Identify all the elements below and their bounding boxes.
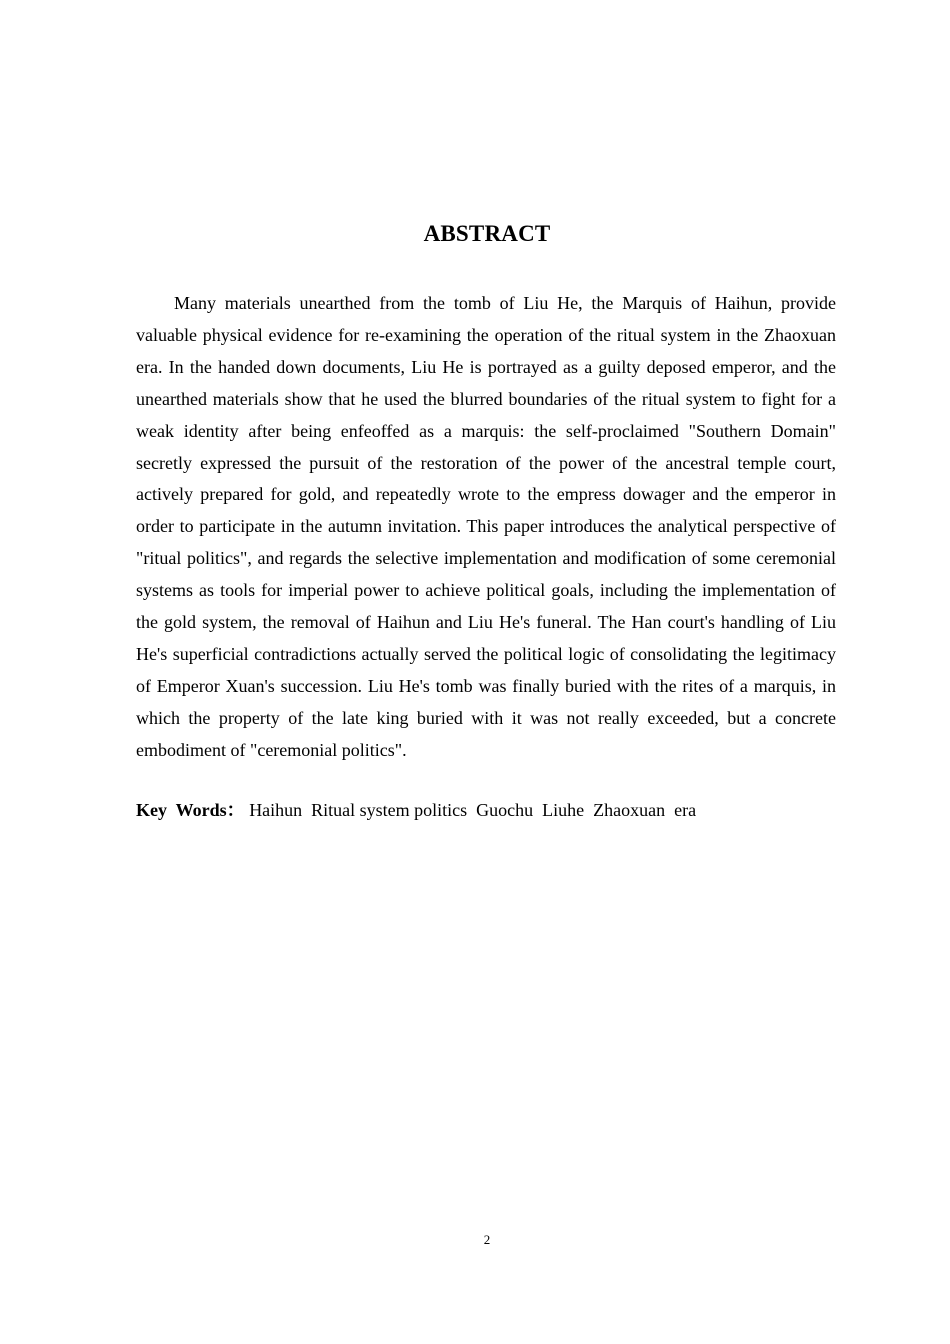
keywords-text: Haihun Ritual system politics Guochu Liuhe Zhaoxuan era <box>244 800 697 820</box>
abstract-title: ABSTRACT <box>423 221 551 246</box>
abstract-body: Many materials unearthed from the tomb of Liu He, the Marquis of Haihun, provide valuable physical evidence for re-examining the operation of the ritual system in the Zhaoxuan era. In the handed down documents, Liu He is portrayed as a guilty deposed emperor, and the unearthed materials show that he used the blurred boundaries of the ritual system to fight for a weak identity after being enfeoffed as a marquis: the self-proclaimed "Southern Domain" secretly expressed the pursuit of the restoration of the power of the ancestral temple court, actively prepared for gold, and repeatedly wrote to the empress dowager and the emperor in order to participate in the autumn invitation. This paper introduces the analytical perspective of "ritual politics", and regards the selective implementation and modification of some ceremonial systems as tools for imperial power to achieve political goals, including the implementation of the gold system, the removal of Haihun and Liu He's funeral. The Han court's handling of Liu He's superficial contradictions actually served the political logic of consolidating the legitimacy of Emperor Xuan's succession. Liu He's tomb was finally buried with the rites of a marquis, in which the property of the late king buried with it was not really exceeded, but a concrete embodiment of "ceremonial politics". <box>136 293 836 760</box>
page-number: 2 <box>483 1232 491 1247</box>
keywords-label: Key Words： <box>136 800 245 820</box>
keywords-line <box>136 796 836 824</box>
